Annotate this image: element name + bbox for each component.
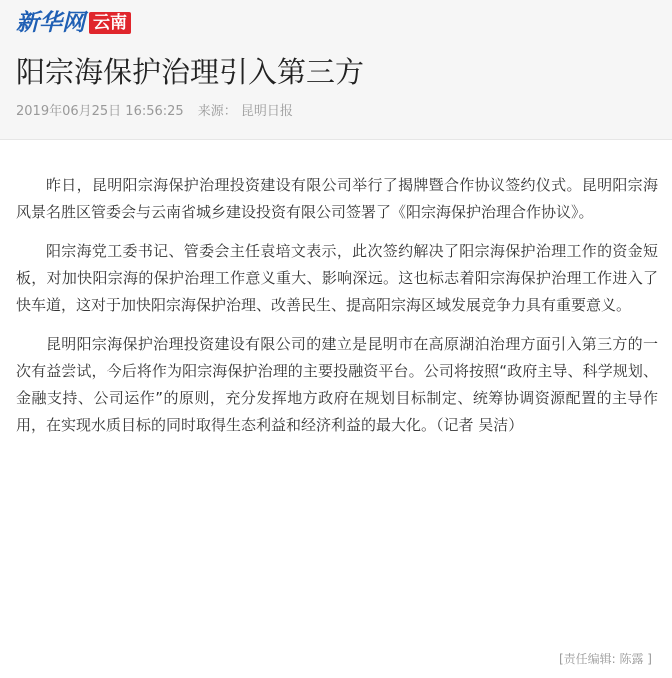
paragraph: 昆明阳宗海保护治理投资建设有限公司的建立是昆明市在高原湖泊治理方面引入第三方的一次有益尝试，今后将作为阳宗海保护治理的主要投融资平台。公司将按照“政府主导、科学规划、金融支持、公司运作”的原则，充分发挥地方政府在规划目标制定、统筹协调资源配置的主导作用，在实现水质目标的同时取得生态利益和经济利益的最大化。（记者 吴洁） <box>16 335 658 434</box>
publish-datetime: 2019年06月25日 16:56:25 <box>16 104 184 119</box>
paragraph: 阳宗海党工委书记、管委会主任袁培文表示，此次签约解决了阳宗海保护治理工作的资金短板，对加快阳宗海的保护治理工作意义重大、影响深远。这也标志着阳宗海保护治理工作进入了快车道，这对于加快阳宗海保护治理、改善民生、提高阳宗海区域发展竞争力具有重要意义。 <box>16 242 658 314</box>
article-meta <box>16 102 293 122</box>
source-name: 昆明日报 <box>240 104 293 119</box>
article-header <box>0 0 672 140</box>
logo-region-badge: 云南 <box>89 12 131 34</box>
article-body <box>16 172 658 451</box>
source-label: 来源： <box>197 104 237 119</box>
paragraph: 昨日，昆明阳宗海保护治理投资建设有限公司举行了揭牌暨合作协议签约仪式。昆明阳宗海风景名胜区管委会与云南省城乡建设投资有限公司签署了《阳宗海保护治理合作协议》。 <box>16 176 658 221</box>
site-logo[interactable] <box>16 8 131 38</box>
logo-text: 新华网 <box>16 10 85 36</box>
responsible-editor: [责任编辑: 陈露 ] <box>558 652 652 666</box>
page-title: 阳宗海保护治理引入第三方 <box>16 55 365 89</box>
